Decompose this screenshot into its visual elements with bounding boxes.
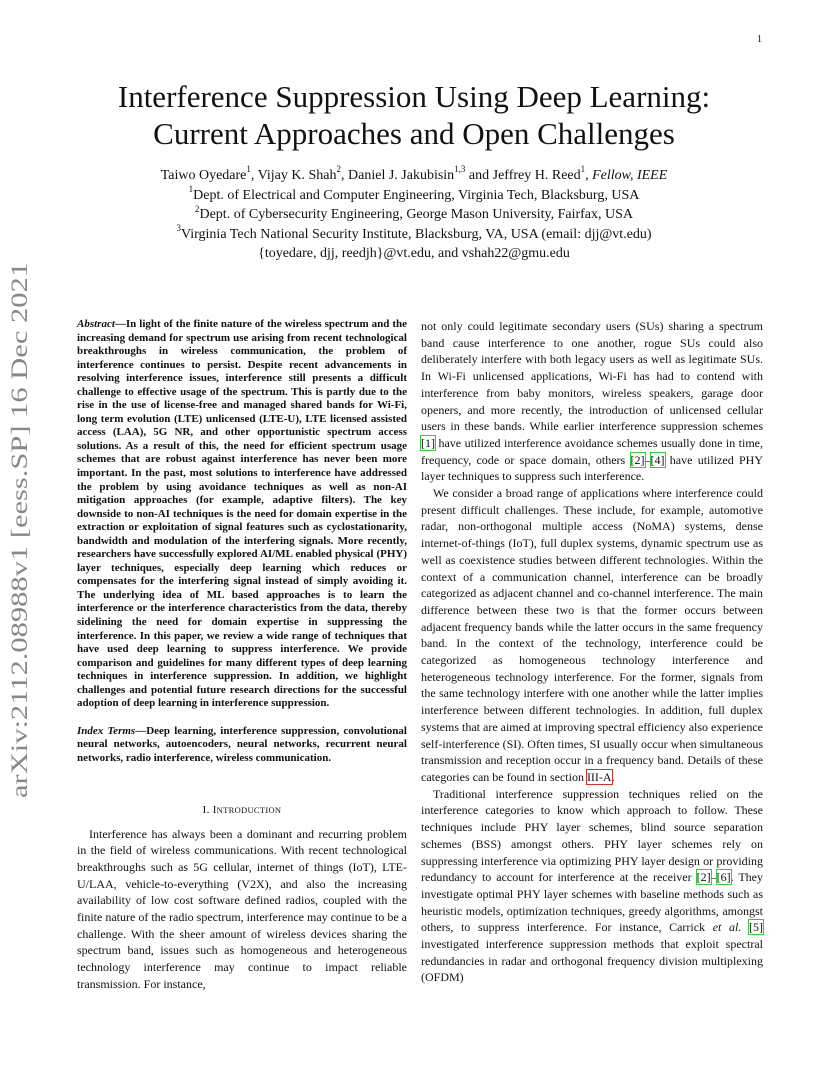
author-name: and Jeffrey H. Reed <box>465 168 581 183</box>
citation-link[interactable]: [2] <box>630 452 645 467</box>
affiliation-2: $^2$Dept. of Cybersecurity Engineering, George Mason University, Fairfax, USA <box>194 203 633 223</box>
intro-paragraph-continued: not only could legitimate secondary users (SUs) sharing a spectrum band cause interference to one another, rogue SUs could also deliberately interfere with both legacy users as well as legitimate SUs. In Wi-Fi unlicensed applications, Wi-Fi has had to contend with interference from baby monitors, wireless speakers, garage door openers, and more recently, the introduction of unlicensed cellular users in these bands. While earlier interference suppression schemes [1] have utilized interference avoidance schemes usually done in time, frequency, code or space domain, others [2]–[4] have utilized PHY layer techniques to suppress such interference. <box>421 319 763 484</box>
affiliation-marker: 2 <box>336 164 342 175</box>
abstract-label: Abstract <box>77 318 115 330</box>
section-reference-link[interactable]: III-A <box>586 769 612 784</box>
arxiv-identifier-text: arXiv:2112.08988v1 [eess.SP] 16 Dec 2021 <box>7 385 33 798</box>
intro-paragraph-2: We consider a broad range of applications where interference could present difficult challenges. These include, for example, automotive radar, non-orthogonal multiple access (NoMA) systems, dense internet-of-things (IoT), full duplex systems, dynamic spectrum use as well as coexistence studies between different technologies. Within the context of a communication channel, interference can be broadly categorized as adjacent channel and co-channel interference. The main difference between these two is that the former occurs between adjacent frequency bands while the latter occurs in the same frequency band. In the context of the technology, interference could be categorized as homogeneous technology interference and heterogeneous technology interference. For the former, signals from the same technology interfere with one another while the latter implies interference between different technologies. In addition, full duplex systems that are aimed at improving spectral efficiency also experience self-interference (SI). Often times, SI usually occur when simultaneous transmission and reception occur in a frequency band. Details of these categories can be found in section III-A. <box>421 486 763 784</box>
citation-link[interactable]: [1] <box>421 435 435 450</box>
affiliation-1: $^1$Dept. of Electrical and Computer Engineering, Virginia Tech, Blacksburg, USA <box>188 183 640 203</box>
index-terms-text: —Deep learning, interference suppression, convolutional neural networks, autoencoders, neural networks, recurrent neural networks, radio interference, wireless communication. <box>77 724 407 764</box>
citation-link[interactable]: [4] <box>650 452 665 467</box>
right-column <box>421 318 763 986</box>
author-list <box>60 166 768 186</box>
affiliation-marker: 1 <box>580 164 586 175</box>
arxiv-identifier-stamp <box>2 260 36 800</box>
paper-title <box>60 78 768 152</box>
author-name: , Vijay K. Shah <box>250 168 337 183</box>
abstract-text: —In light of the finite nature of the wireless spectrum and the increasing demand for spectrum use arising from recent technological breakthroughs in wireless communication, the problem of interference continues to persist. Despite recent advancements in resolving interference issues, interference still presents a difficult challenge to effective usage of the spectrum. This is partly due to the rise in the use of license-free and managed shared bands for Wi-Fi, long term evolution (LTE) unlicensed (LTE-U), LTE licensed assisted access (LAA), 5G NR, and other opportunistic spectrum access solutions. As a result of this, the need for efficient spectrum usage schemes that are robust against interference has never been more important. In the past, most solutions to interference have addressed the problem by using avoidance techniques as well as non-AI mitigation approaches (for example, adaptive filters). The key downside to non-AI techniques is the need for domain expertise in the extraction or exploitation of signal features such as cyclostationarity, bandwidth and modulation of the interfering signals. More recently, researchers have successfully explored AI/ML enabled physical (PHY) layer techniques, especially deep learning which reduces or compensates for the interfering signal instead of simply avoiding it. The underlying idea of ML based approaches is to learn the interference or the interference characteristics from the data, thereby sidelining the need for domain expertise in suppressing the interference. In this paper, we review a wide range of techniques that have used deep learning to suppress interference. We provide comparison and guidelines for many different types of deep learning techniques in interference suppression. In addition, we highlight challenges and potential future research directions for the successful adoption of deep learning in interference suppression. <box>77 318 407 710</box>
affiliation-marker: 1 <box>246 164 251 175</box>
index-terms <box>77 725 407 766</box>
author-name: Taiwo Oyedare <box>160 168 247 183</box>
author-name: , Daniel J. Jakubisin <box>341 168 455 183</box>
affiliation-3: $^3$Virginia Tech National Security Institute, Blacksburg, VA, USA (email: djj@vt.edu) <box>176 223 652 242</box>
citation-link[interactable]: [5] <box>749 920 764 935</box>
left-column <box>77 318 407 993</box>
citation-link[interactable]: [2] <box>696 870 711 885</box>
index-terms-label: Index Terms <box>77 724 136 737</box>
citation-link[interactable]: [6] <box>716 870 731 885</box>
affiliation-marker: 1,3 <box>454 164 466 175</box>
author-emails: {toyedare, djj, reedjh}@vt.edu, and vshah22@gmu.edu <box>258 246 570 262</box>
intro-paragraph-1: Interference has always been a dominant and recurring problem in the field of wireless communications. With recent technological breakthroughs such as 5G cellular, internet of things (IoT), LTE-U/LAA, vehicle-to-everything (V2X), and also the increasing availability of low cost software defined radios, coupled with the finite nature of the radio spectrum, interference may continue to be a challenge. With the sheer amount of wireless devices sharing the spectrum band, issues such as homogeneous and heterogeneous technology interference may continue to impact reliable transmission. For instance, <box>77 826 407 991</box>
intro-paragraph-3: Traditional interference suppression techniques relied on the interference categories to know which approach to follow. These techniques include PHY layer schemes, blind source separation schemes (BSS) amongst others. PHY layer schemes rely on suppressing interference via optimizing PHY layer design or providing redundancy to account for interference at the receiver [2]–[6]. They investigate optimal PHY layer schemes with baseline methods such as heuristic models, optimization techniques, greedy algorithms, amongst others, to suppress interference. For instance, Carrick et al. [5] investigated interference suppression methods that exploit spectral redundancies in radar and orthogonal frequency division multiplexing (OFDM) <box>421 786 764 985</box>
page-number: 1 <box>757 34 762 45</box>
abstract <box>77 318 407 711</box>
author-block <box>60 166 768 264</box>
title-line-1: Interference Suppression Using Deep Learning: <box>117 79 711 114</box>
author-title: , Fellow, IEEE <box>585 168 668 183</box>
title-line-2: Current Approaches and Open Challenges <box>153 116 675 151</box>
section-heading-introduction: I. INTRODUCTION <box>202 803 282 816</box>
